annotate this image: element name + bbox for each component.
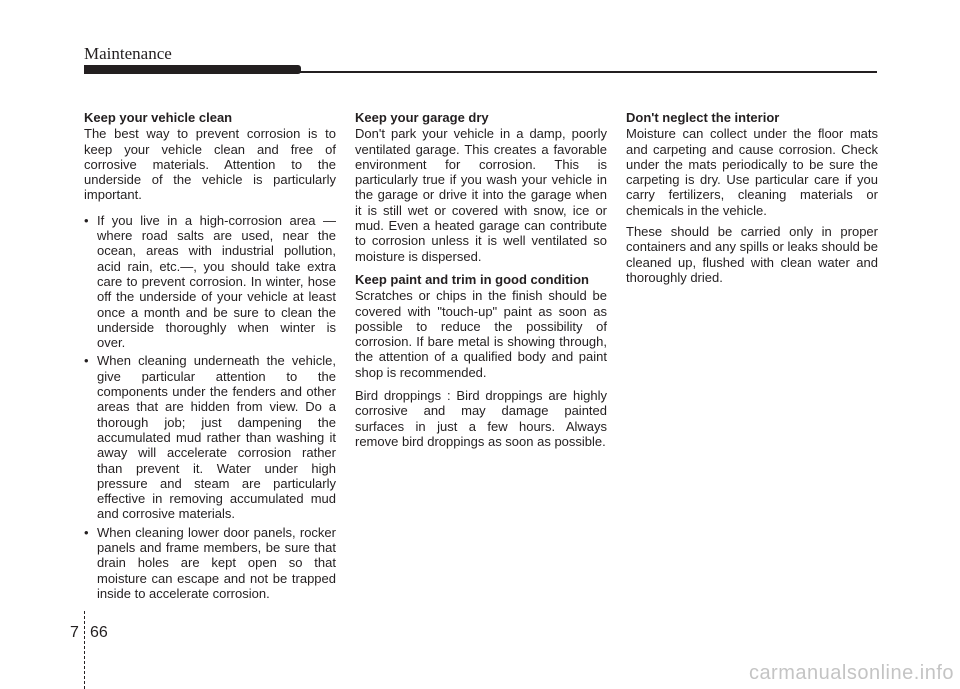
paragraph-bird-droppings: Bird droppings : Bird droppings are highly corrosive and may damage painted surfaces in just a few hours. Always remove bird droppings as soon as possible. [355,388,607,449]
bullet-icon: • [84,524,89,540]
paragraph-intro: The best way to prevent corrosion is to keep your vehicle clean and free of corrosive materials. Attention to the underside of the vehicle is particularly important. [84,126,336,203]
bullet-list [84,213,336,601]
list-item-text: When cleaning lower door panels, rocker panels and frame members, be sure that drain holes are kept open so that moisture can escape and not be trapped inside to accelerate corrosion. [97,524,336,601]
header-bar [84,65,301,74]
heading-interior: Don't neglect the interior [626,110,780,125]
paragraph-containers: These should be carried only in proper containers and any spills or leaks should be cleaned up, flushed with clean water and thoroughly dried. [626,224,878,285]
list-item [84,353,336,521]
paragraph-paint: Scratches or chips in the finish should be covered with "touch-up" paint as soon as possible to reduce the possibility of corrosion. If bare metal is showing through, the attention of a qualified body and paint shop is recommended. [355,288,607,380]
watermark: carmanualsonline.info [748,662,954,684]
list-item-text: If you live in a high-corrosion area — where road salts are used, near the ocean, areas with industrial pollution, acid rain, etc.—, you should take extra care to prevent corrosion. In winter, hose off the underside of your vehicle at least once a month and be sure to clean the underside thoroughly when winter is over. [97,212,336,351]
page-number: 66 [90,624,108,641]
paragraph-moisture: Moisture can collect under the floor mats and carpeting and cause corrosion. Check under the mats periodically to be sure the carpeting is dry. Use particular care if you carry fertilizers, cleaning materials or chemicals in the vehicle. [626,126,878,218]
chapter-number: 7 [70,624,79,641]
page-divider [84,611,85,689]
heading-keep-paint-trim: Keep paint and trim in good condition [355,271,589,287]
list-item [84,213,336,351]
column-1 [84,110,336,604]
header-rule [300,71,877,73]
bullet-icon: • [84,212,89,228]
list-item [84,525,336,601]
paragraph-garage: Don't park your vehicle in a damp, poorly ventilated garage. This creates a favorable environment for corrosion. This is particularly true if you wash your vehicle in the garage or drive it into the garage when it is still wet or covered with snow, ice or mud. Even a heated garage can contribute to corrosion unless it is well ventilated so moisture is dispersed. [355,126,607,264]
bullet-icon: • [84,353,89,369]
list-item-text: When cleaning underneath the vehicle, give particular attention to the components under the fenders and other areas that are hidden from view. Do a thorough job; just dampening the accumulated mud rather than washing it away will accelerate corrosion rather than prevent it. Water under high pressure and steam are particularly effective in removing accumulated mud and corrosive materials. [97,353,336,522]
heading-keep-vehicle-clean: Keep your vehicle clean [84,110,233,125]
heading-keep-garage-dry: Keep your garage dry [355,110,489,125]
column-2 [355,110,607,455]
section-title: Maintenance [84,44,172,63]
column-3 [626,110,878,291]
